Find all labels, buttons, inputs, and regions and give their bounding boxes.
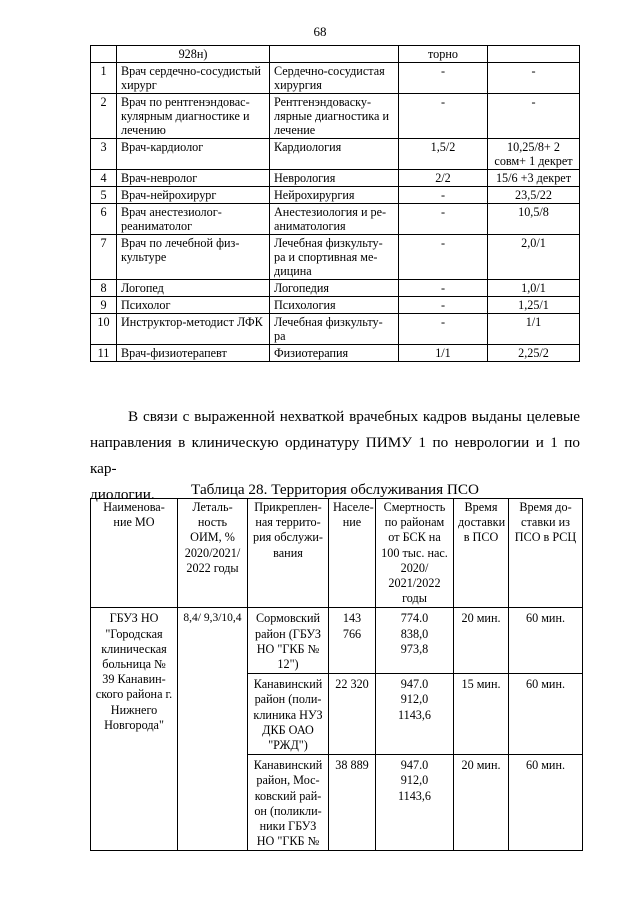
column-header: Время до-ставки из ПСО в РСЦ: [509, 499, 583, 608]
value-cell: -: [399, 204, 488, 235]
row-number: 2: [91, 94, 117, 139]
row-number: 7: [91, 235, 117, 280]
value-cell: 15/6 +3 декрет: [488, 170, 580, 187]
mortality-cell: [376, 674, 454, 755]
row-number: 8: [91, 280, 117, 297]
column-header: Смертность по районам от БСК на 100 тыс. нас. 2020/ 2021/2022 годы: [376, 499, 454, 608]
table-cell: [91, 46, 117, 63]
specialist-cell: Врач анестезиолог-реаниматолог: [117, 204, 270, 235]
specialist-cell: Врач сердечно-сосудистый хирург: [117, 63, 270, 94]
table-row: [91, 345, 580, 362]
value-cell: -: [399, 314, 488, 345]
table-cell: [270, 46, 399, 63]
value-cell: -: [399, 235, 488, 280]
profile-cell: Психология: [270, 297, 399, 314]
territory-cell: Канавинский район (поли-клиника НУЗ ДКБ ОАО "РЖД"): [248, 674, 329, 755]
territory-cell: Сормовский район (ГБУЗ НО "ГКБ № 12"): [248, 608, 329, 674]
specialist-cell: Логопед: [117, 280, 270, 297]
mortality-value: 912,0: [400, 692, 429, 707]
specialist-cell: Врач по лечебной физ-культуре: [117, 235, 270, 280]
delivery-time-pso: 20 мин.: [454, 755, 509, 851]
value-cell: -: [399, 187, 488, 204]
value-cell: -: [488, 63, 580, 94]
mortality-cell: [376, 608, 454, 674]
specialist-cell: Психолог: [117, 297, 270, 314]
paragraph-line: диологии.: [90, 486, 155, 503]
row-number: 9: [91, 297, 117, 314]
value-cell: -: [399, 297, 488, 314]
profile-cell: Логопедия: [270, 280, 399, 297]
specialist-cell: Инструктор-методист ЛФК: [117, 314, 270, 345]
value-cell: -: [488, 94, 580, 139]
page-number: 68: [313, 24, 327, 39]
table-row: [91, 204, 580, 235]
row-number: 5: [91, 187, 117, 204]
value-cell: 1/1: [488, 314, 580, 345]
column-header: Время доставки в ПСО: [454, 499, 509, 608]
paragraph-line: В связи с выраженной нехваткой врачебных кадров выданы целевые: [128, 408, 580, 425]
table-row: [91, 170, 580, 187]
specialist-cell: Врач-невролог: [117, 170, 270, 187]
specialist-cell: Врач-кардиолог: [117, 139, 270, 170]
table-row: [91, 314, 580, 345]
row-number: 11: [91, 345, 117, 362]
value-cell: -: [399, 63, 488, 94]
delivery-time-pso: 20 мин.: [454, 608, 509, 674]
population-cell: 38 889: [329, 755, 376, 851]
profile-cell: Кардиология: [270, 139, 399, 170]
specialist-cell: Врач-физиотерапевт: [117, 345, 270, 362]
table-cell: [488, 46, 580, 63]
specialist-cell: Врач-нейрохирург: [117, 187, 270, 204]
staffing-table: [90, 45, 580, 362]
table-row: [91, 235, 580, 280]
delivery-time-pso: 15 мин.: [454, 674, 509, 755]
value-cell: 1/1: [399, 345, 488, 362]
population-cell: 143 766: [329, 608, 376, 674]
value-cell: 1,0/1: [488, 280, 580, 297]
row-number: 6: [91, 204, 117, 235]
value-cell: 23,5/22: [488, 187, 580, 204]
territory-cell: Канавинский район, Мос-ковский рай-он (поликли-ники ГБУЗ НО "ГКБ №: [248, 755, 329, 851]
table-header-row: [91, 499, 583, 608]
profile-cell: Лечебная физкульту-ра: [270, 314, 399, 345]
profile-cell: Нейрохирургия: [270, 187, 399, 204]
row-number: 10: [91, 314, 117, 345]
delivery-time-rsc: 60 мин.: [509, 608, 583, 674]
row-number: 1: [91, 63, 117, 94]
table-row: [91, 46, 580, 63]
column-header: Прикреплен-ная террито-рия обслужи-вания: [248, 499, 329, 608]
row-number: 4: [91, 170, 117, 187]
table-row: [91, 63, 580, 94]
population-cell: 22 320: [329, 674, 376, 755]
mortality-cell: [376, 755, 454, 851]
profile-cell: Рентгенэндоваску-лярные диагностика и лечение: [270, 94, 399, 139]
value-cell: -: [399, 94, 488, 139]
value-cell: 2,25/2: [488, 345, 580, 362]
profile-cell: Анестезиология и ре-аниматология: [270, 204, 399, 235]
column-header: Наименова-ние МО: [91, 499, 178, 608]
value-cell: 1,25/1: [488, 297, 580, 314]
lethality-cell: 8,4/ 9,3/10,4: [178, 608, 248, 851]
profile-cell: Неврология: [270, 170, 399, 187]
mortality-value: 912,0: [400, 773, 429, 788]
mortality-value: 1143,6: [397, 788, 432, 803]
paragraph-line: направления в клиническую ординатуру ПИМУ 1 по неврологии и 1 по кар-: [90, 434, 580, 477]
table-row: [91, 297, 580, 314]
mortality-value: 947.0: [400, 677, 429, 692]
table-caption: Таблица 28. Территория обслуживания ПСО: [191, 481, 479, 498]
profile-cell: Сердечно-сосудистая хирургия: [270, 63, 399, 94]
table-cell: торно: [399, 46, 488, 63]
value-cell: -: [399, 280, 488, 297]
column-header: Леталь-ность ОИМ, % 2020/2021/ 2022 годы: [178, 499, 248, 608]
table-cell: 928н): [117, 46, 270, 63]
value-cell: 2,0/1: [488, 235, 580, 280]
value-cell: 1,5/2: [399, 139, 488, 170]
mo-name-cell: ГБУЗ НО "Городская клиническая больница № 39 Канавин-ского района г. Нижнего Новгорода": [91, 608, 178, 851]
mortality-value: 973,8: [400, 641, 429, 656]
table-row: [91, 187, 580, 204]
value-cell: 2/2: [399, 170, 488, 187]
pso-territory-table: [90, 498, 583, 851]
mortality-value: 947.0: [400, 758, 429, 773]
column-header: Населе-ние: [329, 499, 376, 608]
table-row: [91, 139, 580, 170]
table-row: [91, 280, 580, 297]
row-number: 3: [91, 139, 117, 170]
delivery-time-rsc: 60 мин.: [509, 755, 583, 851]
table-row: [91, 608, 583, 674]
profile-cell: Физиотерапия: [270, 345, 399, 362]
profile-cell: Лечебная физкульту-ра и спортивная ме-дицина: [270, 235, 399, 280]
specialist-cell: Врач по рентгенэндовас-кулярным диагностике и лечению: [117, 94, 270, 139]
mortality-value: 1143,6: [397, 707, 432, 722]
mortality-value: 774.0: [400, 611, 429, 626]
value-cell: 10,25/8+ 2 совм+ 1 декрет: [488, 139, 580, 170]
delivery-time-rsc: 60 мин.: [509, 674, 583, 755]
table-row: [91, 94, 580, 139]
value-cell: 10,5/8: [488, 204, 580, 235]
mortality-value: 838,0: [400, 626, 429, 641]
